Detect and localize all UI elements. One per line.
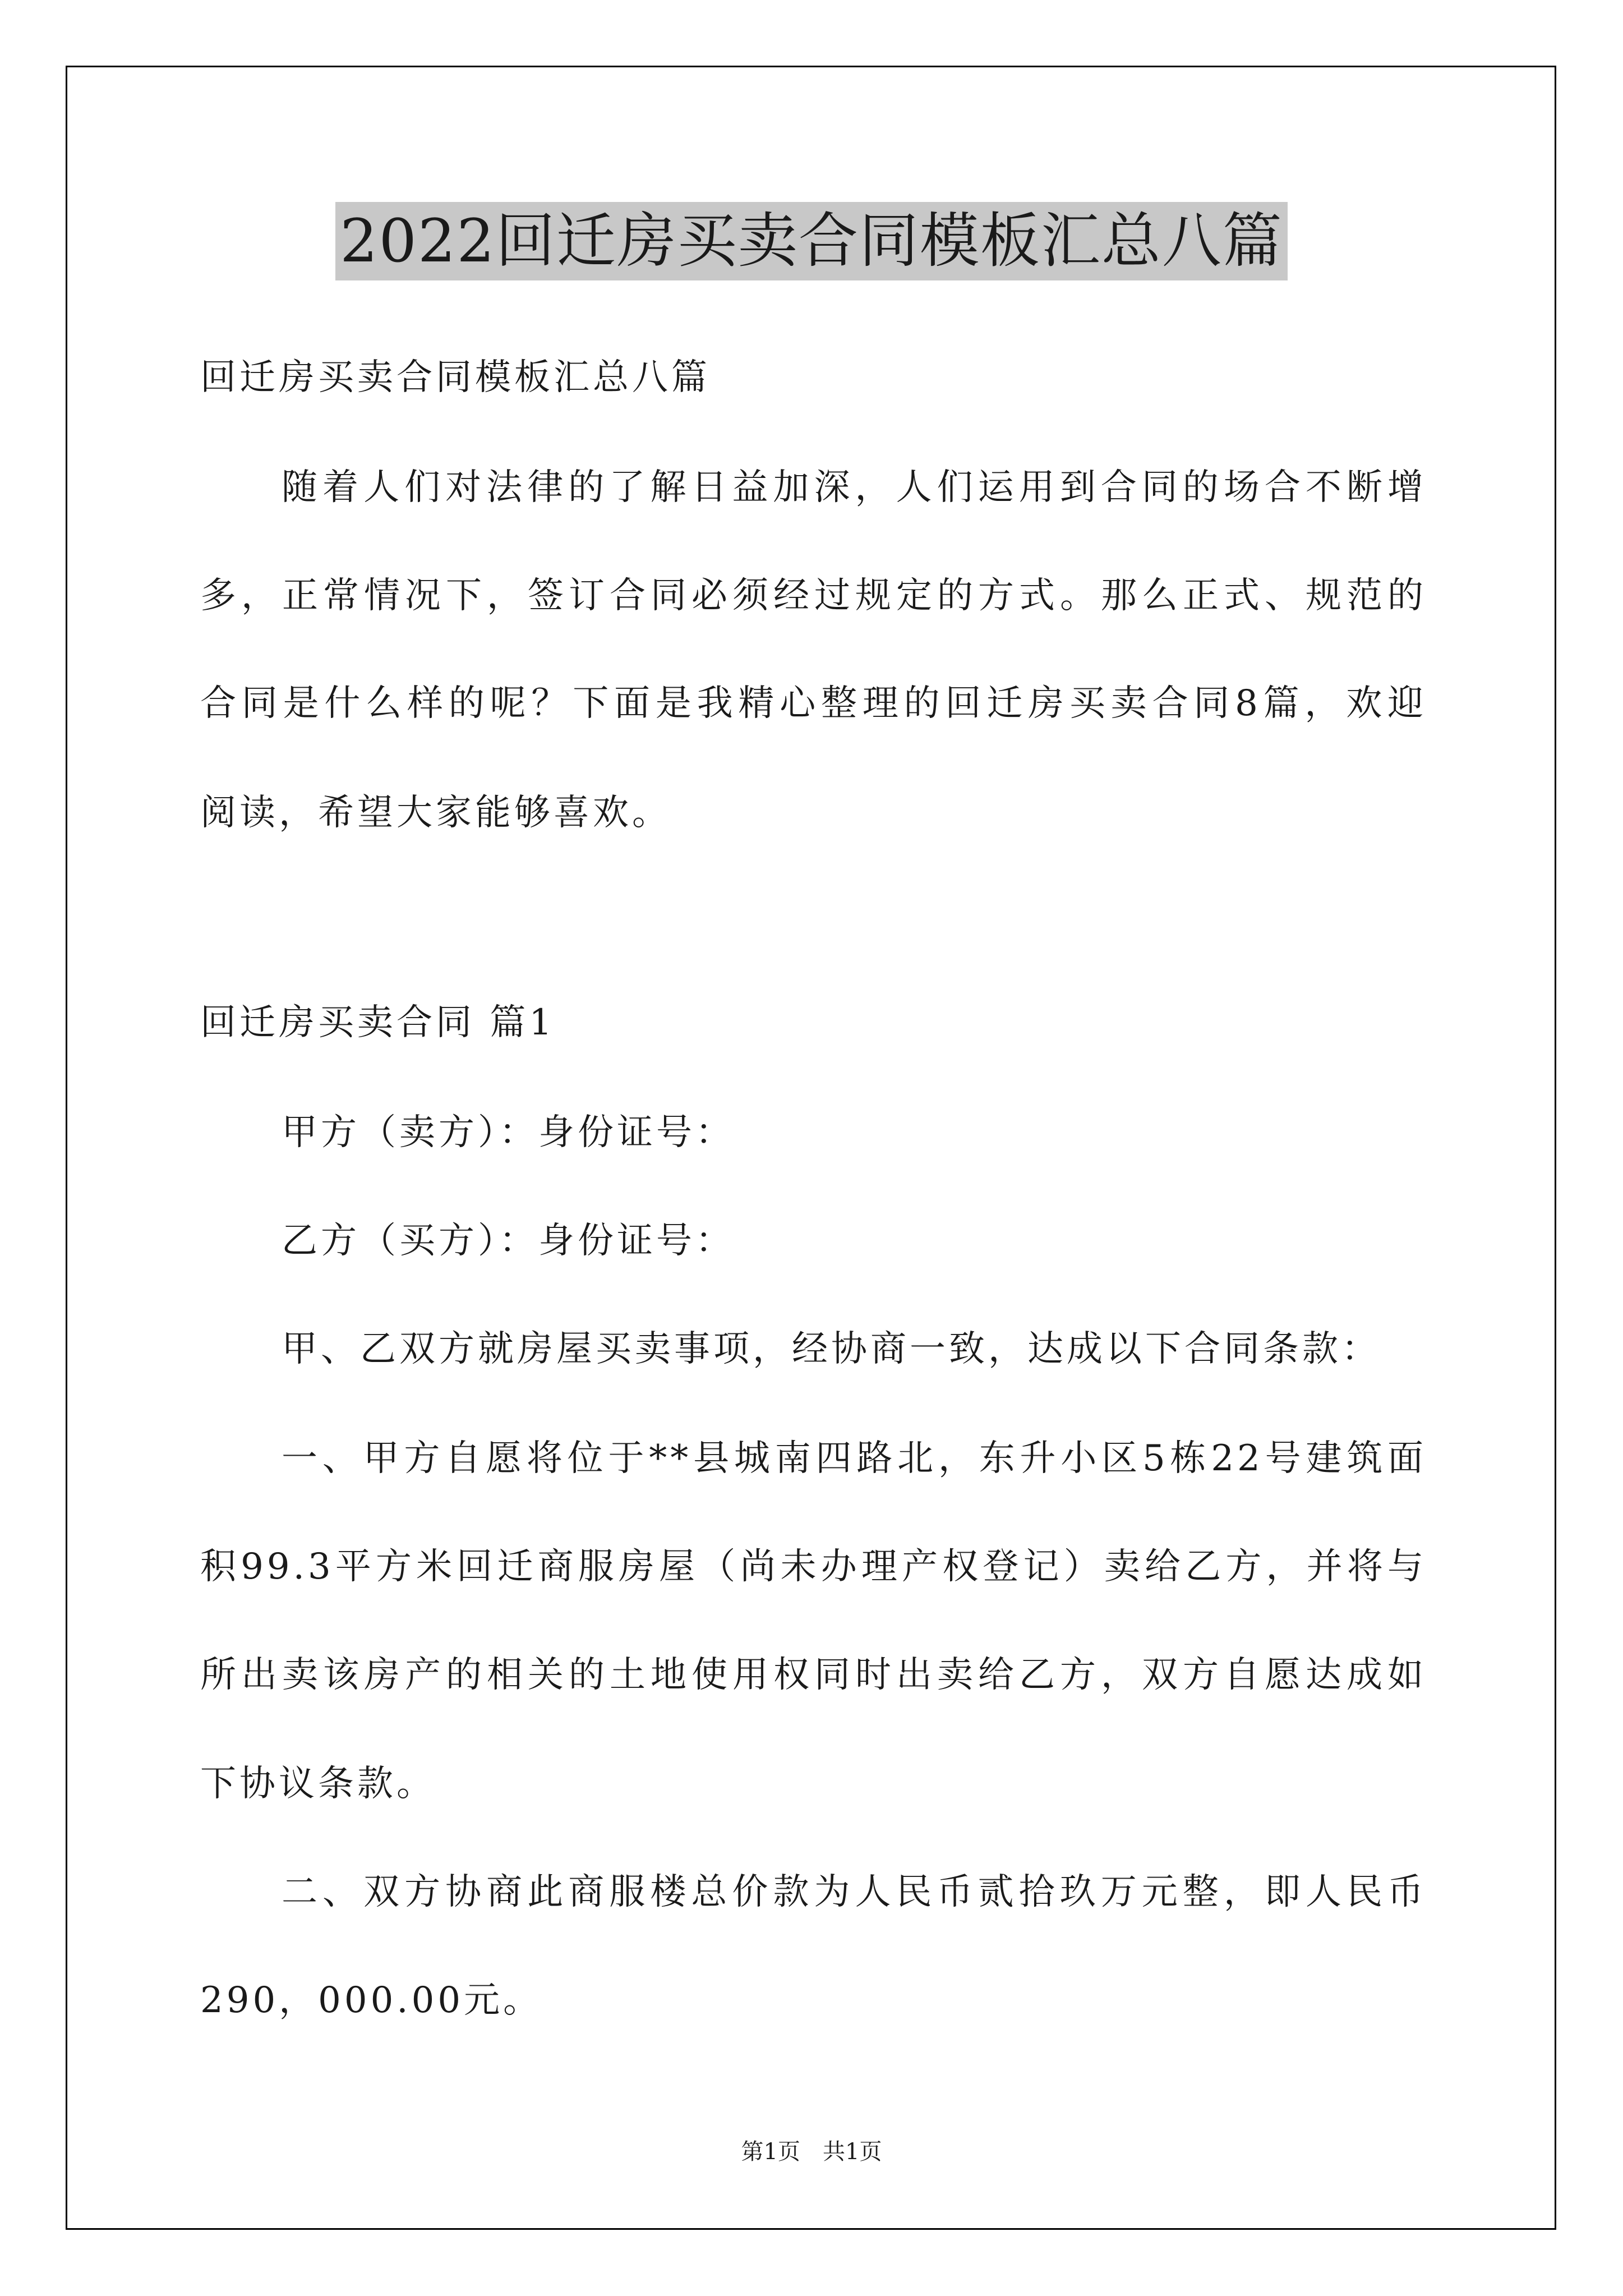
document-subtitle: 回迁房买卖合同模板汇总八篇	[200, 357, 711, 398]
party-a: 甲方（卖方）：身份证号：	[282, 1112, 735, 1153]
preamble: 甲、乙双方就房屋买卖事项，经协商一致，达成以下合同条款：	[282, 1328, 1381, 1370]
title-container	[0, 202, 1623, 280]
page-footer: 第1页 共1页	[741, 2139, 882, 2165]
clause1-line-4: 下协议条款。	[200, 1763, 436, 1805]
clause2-line-1: 二、双方协商此商服楼总价款为人民币贰拾玖万元整，即人民币	[282, 1871, 1427, 1913]
document-title: 2022回迁房买卖合同模板汇总八篇	[335, 202, 1288, 280]
party-b: 乙方（买方）：身份证号：	[282, 1220, 735, 1262]
intro-line-3: 合同是什么样的呢？下面是我精心整理的回迁房买卖合同8篇，欢迎	[200, 683, 1427, 724]
intro-line-1: 随着人们对法律的了解日益加深，人们运用到合同的场合不断增	[282, 467, 1427, 508]
intro-line-4: 阅读，希望大家能够喜欢。	[200, 792, 671, 834]
section-heading: 回迁房买卖合同 篇1	[200, 1002, 556, 1043]
clause1-line-3: 所出卖该房产的相关的土地使用权同时出卖给乙方，双方自愿达成如	[200, 1654, 1427, 1696]
intro-line-2: 多，正常情况下，签订合同必须经过规定的方式。那么正式、规范的	[200, 575, 1427, 616]
clause2-line-2: 290，000.00元。	[200, 1980, 543, 2021]
clause1-line-2: 积99.3平方米回迁商服房屋（尚未办理产权登记）卖给乙方，并将与	[200, 1546, 1427, 1588]
clause1-line-1: 一、甲方自愿将位于**县城南四路北，东升小区5栋22号建筑面	[282, 1438, 1427, 1479]
